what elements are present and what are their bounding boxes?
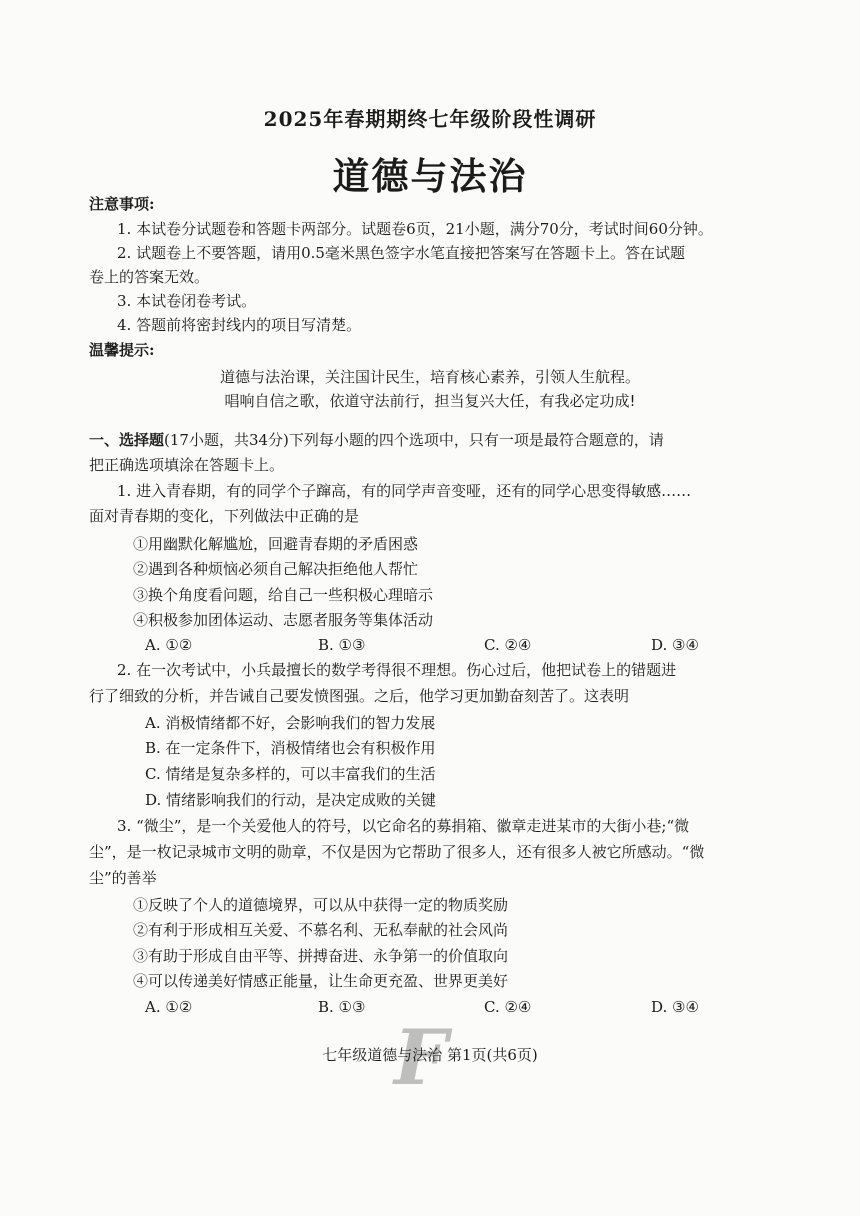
exam-title: 道德与法治 [332,154,528,198]
q3-option-b: B. ①③ [318,998,366,1016]
q1-option-d: D. ③④ [651,636,699,654]
notice-item: 3. 本试卷闭卷考试。 [117,292,257,310]
q1-statement: ②遇到各种烦恼必须自己解决拒绝他人帮忙 [133,560,419,578]
q2-option-a: A. 消极情绪都不好，会影响我们的智力发展 [145,714,436,732]
q3-statement: ①反映了个人的道德境界，可以从中获得一定的物质奖励 [133,896,509,914]
notice-item: 4. 答题前将密封线内的项目写清楚。 [117,316,362,334]
q2-option-c: C. 情绪是复杂多样的，可以丰富我们的生活 [145,765,436,783]
section-intro [89,433,664,448]
notice-item: 卷上的答案无效。 [89,268,210,286]
q3-statement: ②有利于形成相互关爱、不慕名利、无私奉献的社会风尚 [133,921,509,939]
section-intro-line2: 把正确选项填涂在答题卡上。 [89,456,285,474]
tips-line: 道德与法治课，关注国计民生，培育核心素养，引领人生航程。 [219,368,640,386]
q3-statement: ④可以传递美好情感正能量，让生命更充盈、世界更美好 [133,972,509,990]
section-title: 一、选择题 [89,431,165,449]
q1-statement: ①用幽默化解尴尬，回避青春期的矛盾困惑 [133,535,419,553]
q1-stem: 面对青春期的变化，下列做法中正确的是 [89,507,360,525]
q2-stem: 行了细致的分析，并告诫自己要发愤图强。之后，他学习更加勤奋刻苦了。这表明 [89,687,630,705]
q1-statement: ③换个角度看问题，给自己一些积极心理暗示 [133,586,434,604]
exam-subtitle: 2025年春期期终七年级阶段性调研 [263,107,597,131]
q2-option-d: D. 情绪影响我们的行动，是决定成败的关键 [145,791,437,809]
q3-stem: 3. “微尘”，是一个关爱他人的符号，以它命名的募捐箱、徽章走进某市的大街小巷;“微 [117,817,690,835]
page-footer: 七年级道德与法治 第1页(共6页) [322,1046,538,1064]
q3-stem: 尘”，是一枚记录城市文明的勋章，不仅是因为它帮助了很多人，还有很多人被它所感动。“微 [89,843,705,861]
q1-stem: 1. 进入青春期，有的同学个子蹿高，有的同学声音变哑，还有的同学心思变得敏感…… [117,482,692,500]
notice-item: 2. 试题卷上不要答题，请用0.5毫米黑色签字水笔直接把答案写在答题卡上。答在试题 [117,244,685,262]
q3-option-d: D. ③④ [651,998,699,1016]
q1-option-a: A. ①② [145,636,193,654]
q2-stem: 2. 在一次考试中，小兵最擅长的数学考得很不理想。伤心过后，他把试卷上的错题进 [117,661,677,679]
q3-statement: ③有助于形成自由平等、拼搏奋进、永争第一的价值取向 [133,947,509,965]
tips-line: 唱响自信之歌，依道守法前行，担当复兴大任，有我必定功成! [224,392,636,410]
q3-stem: 尘”的善举 [89,869,157,887]
q3-option-c: C. ②④ [484,998,532,1016]
notice-heading: 注意事项: [89,195,155,213]
q2-option-b: B. 在一定条件下，消极情绪也会有积极作用 [145,739,436,757]
paper-version-watermark: F [394,1013,448,1102]
tips-heading: 温馨提示: [89,341,155,359]
q1-option-c: C. ②④ [484,636,532,654]
notice-item: 1. 本试卷分试题卷和答题卡两部分。试题卷6页，21小题，满分70分，考试时间60分钟。 [117,220,713,238]
q1-option-b: B. ①③ [318,636,366,654]
q3-option-a: A. ①② [145,998,193,1016]
q1-statement: ④积极参加团体运动、志愿者服务等集体活动 [133,611,434,629]
section-intro-text: (17小题，共34分)下列每小题的四个选项中，只有一项是最符合题意的，请 [164,431,664,449]
